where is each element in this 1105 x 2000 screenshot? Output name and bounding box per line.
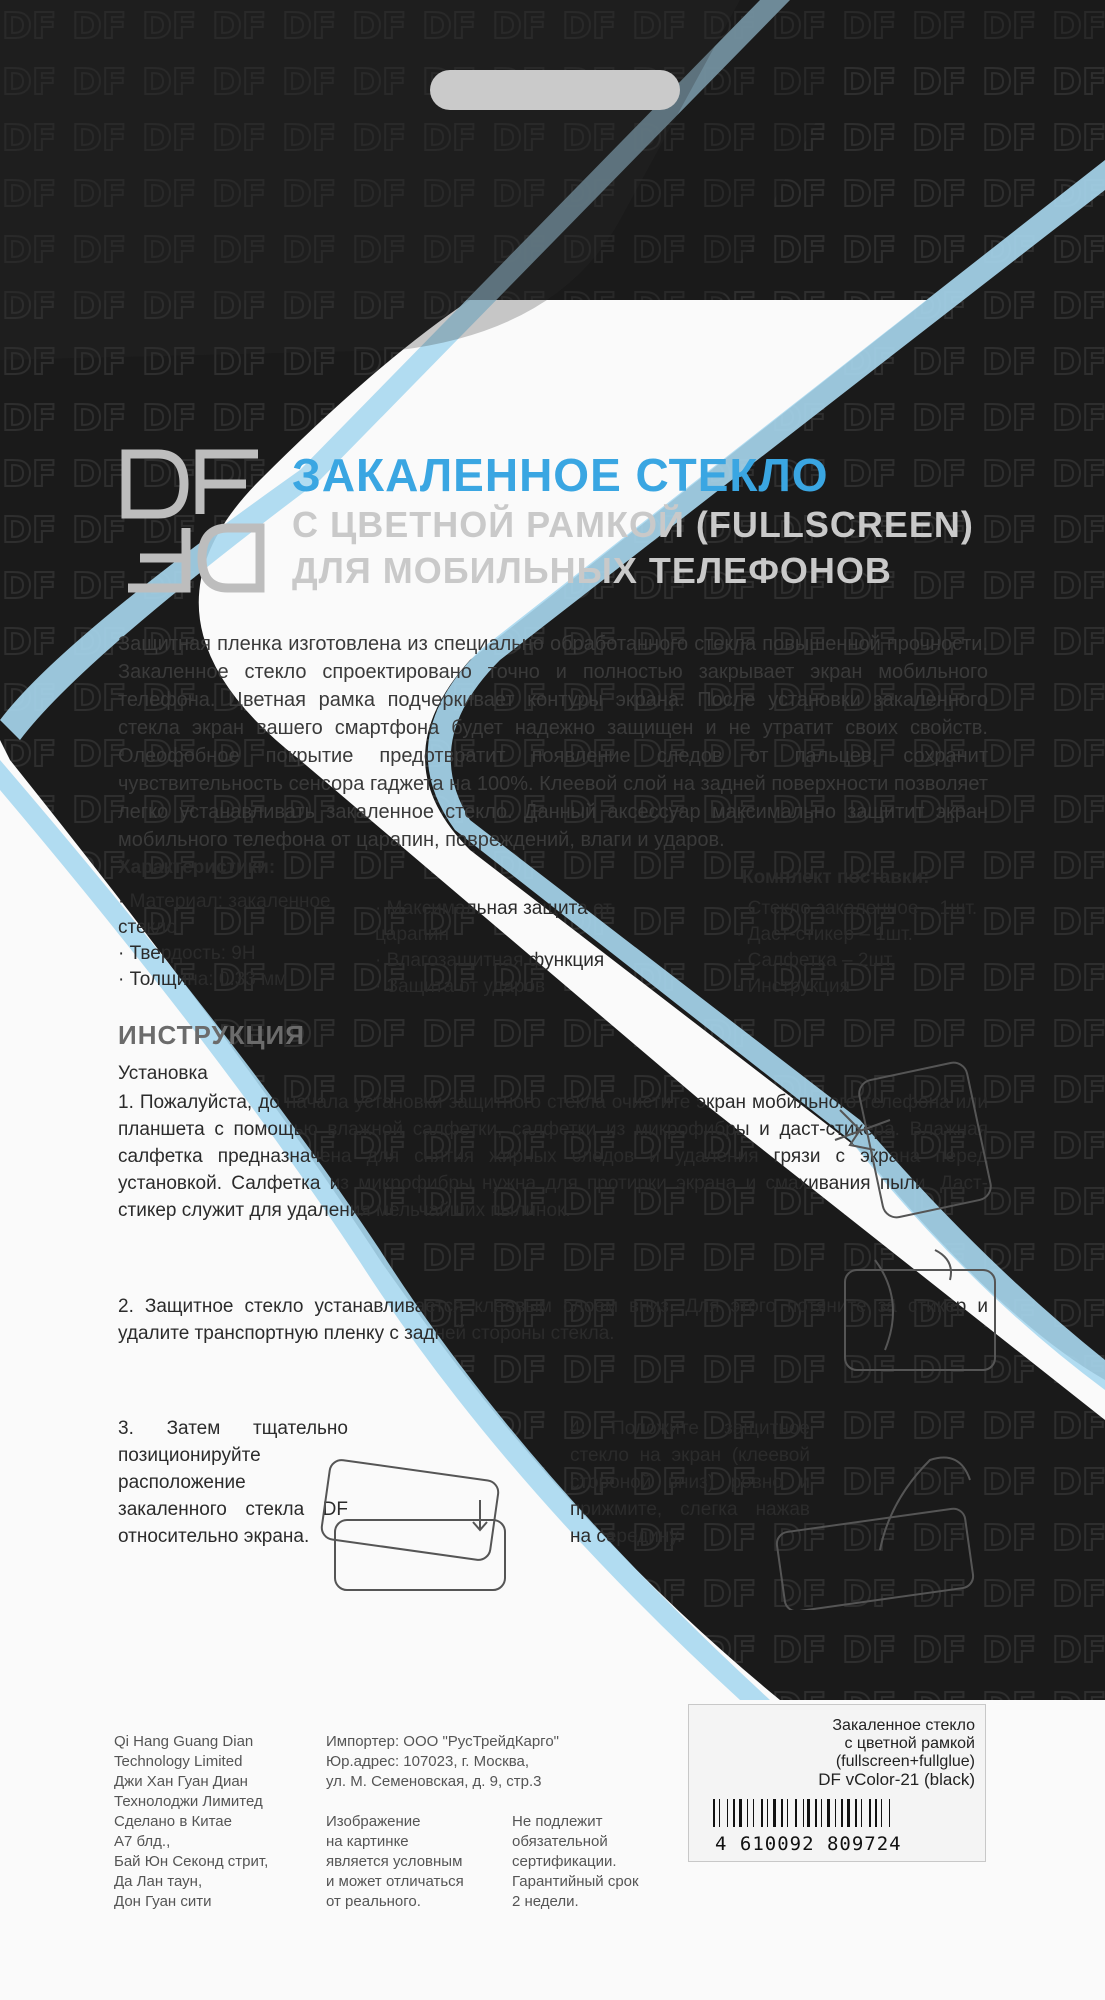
kit-item: · Даст-стикер – 1шт. (736, 922, 996, 948)
barcode-bar (881, 1799, 882, 1827)
disclaimer-line: и может отличаться (326, 1873, 464, 1890)
barcode-bar (861, 1799, 862, 1827)
barcode-bar (821, 1799, 822, 1827)
barcode-bar (869, 1799, 871, 1827)
image-disclaimer (326, 1812, 476, 1912)
barcode-bar (855, 1799, 857, 1827)
wipe-screen-illustration (830, 1050, 1010, 1220)
barcode-bar (787, 1799, 788, 1827)
barcode-bar (795, 1799, 797, 1827)
barcode-bar (889, 1799, 890, 1827)
barcode-bar (733, 1799, 735, 1827)
spec-item: · Материал: закаленное стекло (118, 889, 348, 941)
barcode-bar (781, 1799, 783, 1827)
manufacturer-line: Qi Hang Guang Dian (114, 1733, 254, 1750)
sticker-line: с цветной рамкой (844, 1735, 975, 1752)
install-label: Установка (118, 1063, 208, 1084)
manufacturer-line: Сделано в Китае (114, 1813, 232, 1830)
certification-info (512, 1812, 642, 1912)
importer-line: Юр.адрес: 107023, г. Москва, (326, 1753, 530, 1770)
certification-line: обязательной (512, 1833, 608, 1850)
position-glass-illustration (305, 1430, 525, 1605)
manufacturer-line: Да Лан таун, (114, 1873, 203, 1890)
instruction-step-3: 3. Затем тщательно позиционируйте расположение закаленного стекла DF относительно экрана. (118, 1418, 348, 1547)
manufacturer-info (114, 1732, 314, 1912)
certification-line: Гарантийный срок (512, 1873, 639, 1890)
product-description: Защитная пленка изготовлена из специально обработанного стекла повышенной прочности. Закаленное стекло спроектировано точно и полностью закрывает экран мобильного телефона. Цветная рамка подчеркивает контуры экрана. После установки закаленного стекла экран вашего смартфона будет надежно защищен и не утратит своих свойств. Олеофобное покрытие предотвратит появление следов от пальцев, сохранит чувствительность сенсора гаджета на 100%. Клеевой слой на задней поверхности позволяет легко устанавливать закаленное стекло. Данный аксессуар максимально защитит экран мобильного телефона от царапин, повреждений, влаги и ударов. (118, 633, 988, 851)
importer-line: Импортер: ООО "РусТрейдКарго" (326, 1733, 559, 1750)
barcode-bar (739, 1799, 742, 1827)
barcode-bar (847, 1799, 850, 1827)
sticker-line: (fullscreen+fullglue) (835, 1753, 975, 1770)
spec-item: · Твердость: 9H (118, 941, 348, 967)
manufacturer-line: Джи Хан Гуан Диан (114, 1773, 248, 1790)
specs-heading: Характеристики: (118, 857, 276, 878)
sticker-text (695, 1717, 975, 1789)
manufacturer-line: Бай Юн Секонд стрит, (114, 1853, 269, 1870)
barcode-bar (773, 1799, 776, 1827)
disclaimer-line: на картинке (326, 1833, 409, 1850)
barcode-bar (835, 1799, 836, 1827)
barcode-bar (815, 1799, 817, 1827)
disclaimer-line: Изображение (326, 1813, 421, 1830)
sticker-model: DF vColor-21 (black) (818, 1770, 975, 1789)
barcode-bar (753, 1799, 754, 1827)
barcode-bar (767, 1799, 768, 1827)
title-line-3: ДЛЯ МОБИЛЬНЫХ ТЕЛЕФОНОВ (292, 550, 892, 591)
peel-film-illustration (835, 1240, 1005, 1390)
barcode-number: 4 610092 809724 (715, 1833, 902, 1855)
barcode-bar (747, 1799, 748, 1827)
kit-heading: Комплект поставки: (742, 867, 930, 888)
df-logo (118, 446, 268, 596)
kit-item: · Салфетка – 2шт. (736, 948, 996, 974)
manufacturer-line: Технолоджи Лимитед (114, 1793, 263, 1810)
manufacturer-line: Technology Limited (114, 1753, 243, 1770)
certification-line: сертификации. (512, 1853, 617, 1870)
importer-line: ул. М. Семеновская, д. 9, стр.3 (326, 1773, 542, 1790)
instruction-step-4: 4. Положите защитное стекло на экран (клеевой стороной вниз) ровно и прижмите, слегка нажав на середину. (570, 1418, 810, 1547)
kit-item: · Инструкция (736, 974, 996, 1000)
barcode-bar (727, 1799, 728, 1827)
specs-list-2 (375, 896, 635, 1000)
spec-item: · Максимальная защита от царапин (375, 896, 635, 948)
barcode-bar (713, 1799, 715, 1827)
barcode-bar (803, 1799, 804, 1827)
manufacturer-line: Дон Гуан сити (114, 1893, 212, 1910)
certification-line: Не подлежит (512, 1813, 603, 1830)
barcode-sticker (688, 1704, 986, 1862)
disclaimer-line: является условным (326, 1853, 463, 1870)
kit-list (736, 896, 996, 1000)
spec-item: · Защита от ударов (375, 974, 635, 1000)
barcode-bar (761, 1799, 763, 1827)
barcode-bar (841, 1799, 843, 1827)
specs-list-1 (118, 889, 348, 993)
instruction-step-1: 1. Пожалуйста, до начала установки защитного стекла очистите экран мобильного телефона или планшета с помощью влажной салфетки, салфетки из микрофибры и даст-стикера. Влажная салфетка предназначена для снятия жирных следов и удаления грязи с экрана перед установкой. Салфетка из микрофибры нужна для протирки экрана и смахивания пыли. Даст-стикер служит для удаления мельчайших пылинок. (118, 1092, 988, 1221)
instruction-step-2: 2. Защитное стекло устанавливается клеевым слоем вниз. Для этого потяните за стикер и удалите транспортную пленку с задней стороны стекла. (118, 1296, 988, 1344)
title-line-1: ЗАКАЛЕННОЕ СТЕКЛО (292, 449, 829, 501)
spec-item: · Толщина: 0.33 мм (118, 967, 348, 993)
product-title (292, 448, 1072, 594)
disclaimer-line: от реального. (326, 1893, 421, 1910)
instructions-heading: ИНСТРУКЦИЯ (118, 1020, 305, 1050)
barcode-bar (875, 1799, 877, 1827)
title-line-2: С ЦВЕТНОЙ РАМКОЙ (FULLSCREEN) (292, 504, 974, 545)
barcode-bar (827, 1799, 830, 1827)
kit-item: · Стекло закаленное – 1шт. (736, 896, 996, 922)
barcode-bar (719, 1799, 720, 1827)
barcode (711, 1799, 961, 1827)
spec-item: · Влагозащитная функция (375, 948, 635, 974)
press-glass-illustration (770, 1440, 1000, 1610)
importer-info (326, 1732, 626, 1792)
barcode-bar (807, 1799, 810, 1827)
certification-line: 2 недели. (512, 1893, 579, 1910)
sticker-line: Закаленное стекло (832, 1717, 975, 1734)
manufacturer-line: А7 блд., (114, 1833, 171, 1850)
